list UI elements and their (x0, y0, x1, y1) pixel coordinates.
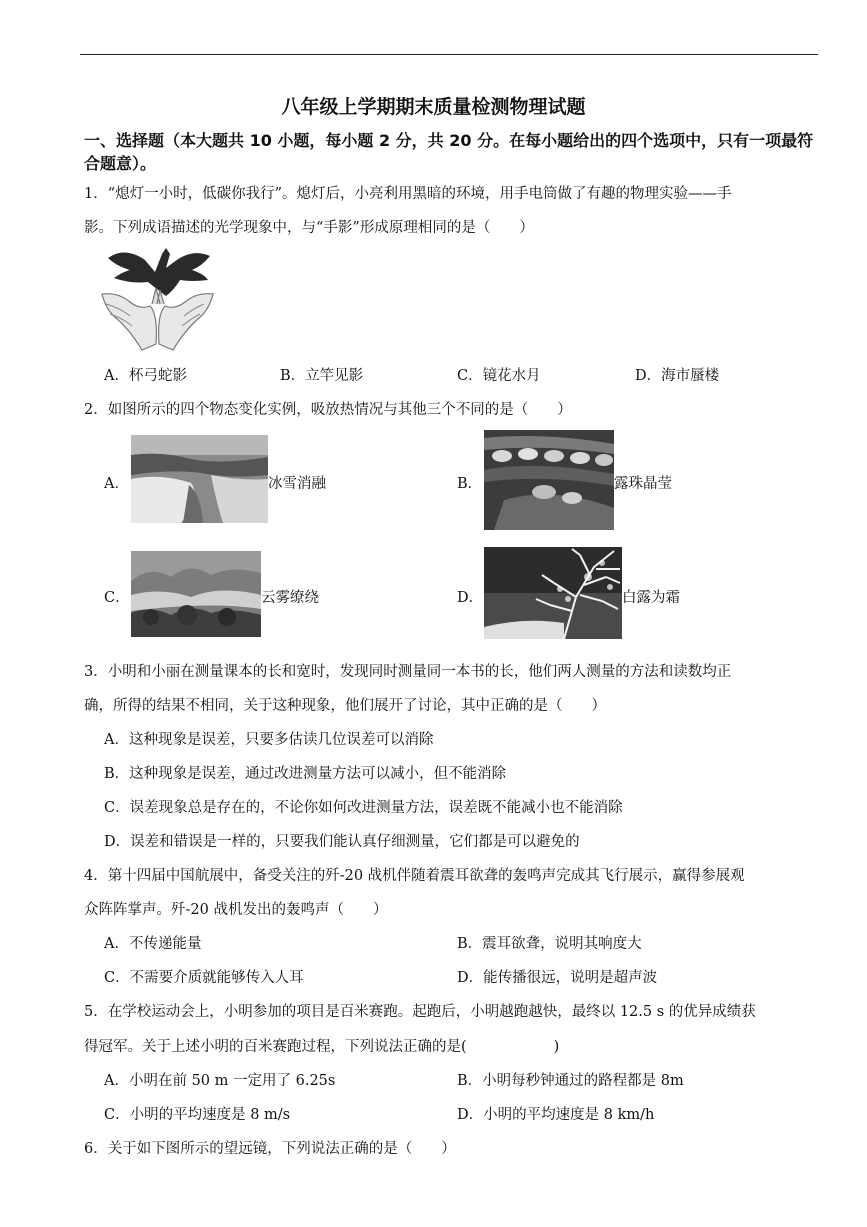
question-3-line-1: 3．小明和小丽在测量课本的长和宽时，发现同时测量同一本书的长，他们两人测量的方法和读数均正 (84, 664, 732, 680)
q5-option-a: A．小明在前 50 m 一定用了 6.25s (104, 1073, 336, 1089)
q4-option-a: A．不传递能量 (104, 936, 202, 952)
q2-option-c-label: 云雾缭绕 (261, 590, 319, 606)
hand-shadow-image (100, 244, 215, 352)
frost-image (484, 547, 622, 639)
cloud-fog-image (131, 551, 261, 637)
q3-option-b: B．这种现象是误差，通过改进测量方法可以减小，但不能消除 (104, 766, 507, 782)
question-5-line-1: 5．在学校运动会上，小明参加的项目是百米赛跑。起跑后，小明越跑越快，最终以 12.5 s 的优异成绩获 (84, 1004, 756, 1020)
section-heading: 一、选择题（本大题共 10 小题，每小题 2 分，共 20 分。在每小题给出的四个选项中，只有一项最符合题意）。 (84, 131, 814, 173)
page-title: 八年级上学期期末质量检测物理试题 (281, 96, 586, 118)
header-rule (80, 54, 818, 55)
q5-option-c: C．小明的平均速度是 8 m/s (104, 1107, 291, 1123)
question-5-line-2: 得冠军。关于上述小明的百米赛跑过程，下列说法正确的是( ) (84, 1039, 560, 1055)
q2-option-b-label: 露珠晶莹 (614, 476, 672, 492)
q3-option-c: C．误差现象总是存在的，不论你如何改进测量方法，误差既不能减小也不能消除 (104, 800, 623, 816)
q5-option-d: D．小明的平均速度是 8 km/h (457, 1107, 655, 1123)
question-4-line-1: 4．第十四届中国航展中，备受关注的歼-20 战机伴随着震耳欲聋的轰鸣声完成其飞行展示，赢得参展观 (84, 868, 745, 884)
dew-drops-image (484, 430, 614, 530)
q1-option-b: B．立竿见影 (280, 368, 364, 384)
q2-option-a-label: 冰雪消融 (268, 476, 326, 492)
question-4-line-2: 众阵阵掌声。歼-20 战机发出的轰鸣声（ ） (84, 902, 388, 918)
q1-option-d: D．海市蜃楼 (635, 368, 720, 384)
question-2-line-1: 2．如图所示的四个物态变化实例，吸放热情况与其他三个不同的是（ ） (84, 402, 572, 418)
q5-option-b: B．小明每秒钟通过的路程都是 8m (457, 1073, 684, 1089)
q4-option-d: D．能传播很远，说明是超声波 (457, 970, 658, 986)
q3-option-d: D．误差和错误是一样的，只要我们能认真仔细测量，它们都是可以避免的 (104, 834, 580, 850)
q2-option-b-letter: B． (457, 476, 483, 492)
q1-option-c: C．镜花水月 (457, 368, 541, 384)
q4-option-c: C．不需要介质就能够传入人耳 (104, 970, 304, 986)
q4-option-b: B．震耳欲聋，说明其响度大 (457, 936, 642, 952)
q2-option-d-letter: D． (457, 590, 484, 606)
ice-melting-image (131, 435, 268, 523)
q2-option-a-letter: A． (104, 476, 129, 492)
question-1-line-1: 1．“熄灯一小时，低碳你我行”。熄灯后，小亮利用黑暗的环境，用手电筒做了有趣的物理实验——手 (84, 186, 732, 202)
q2-option-d-label: 白露为霜 (622, 590, 680, 606)
question-1-line-2: 影。下列成语描述的光学现象中，与“手影”形成原理相同的是（ ） (84, 220, 534, 236)
question-6-line-1: 6．关于如下图所示的望远镜，下列说法正确的是（ ） (84, 1141, 456, 1157)
q2-option-c-letter: C． (104, 590, 130, 606)
q3-option-a: A．这种现象是误差，只要多估读几位误差可以消除 (104, 732, 434, 748)
q1-option-a: A．杯弓蛇影 (104, 368, 187, 384)
question-3-line-2: 确，所得的结果不相同，关于这种现象，他们展开了讨论，其中正确的是（ ） (84, 698, 606, 714)
